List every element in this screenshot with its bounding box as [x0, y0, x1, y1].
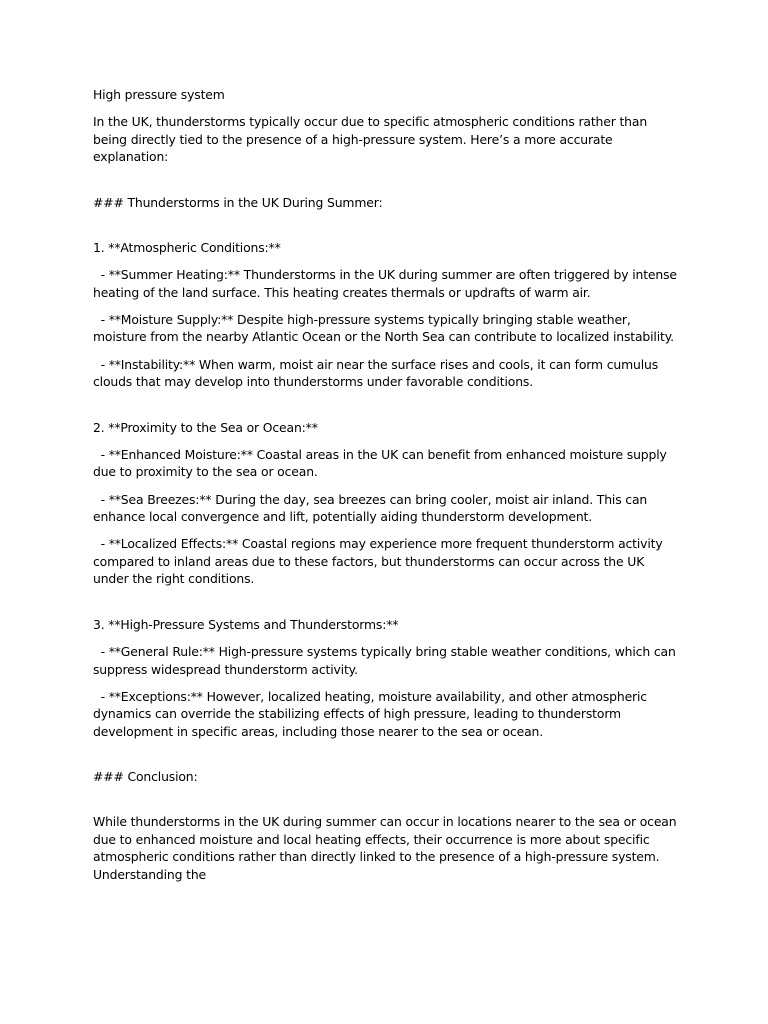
- section-3-item: - **General Rule:** High-pressure systems typically bring stable weather conditions, which can suppress widespread thunderstorm activity.: [93, 644, 680, 677]
- spacer: [93, 221, 683, 239]
- document-title: High pressure system: [93, 87, 225, 102]
- spacer: [93, 598, 683, 616]
- spacer: [93, 795, 683, 813]
- section-1-heading: 1. **Atmospheric Conditions:**: [93, 239, 281, 255]
- section-2-item: - **Sea Breezes:** During the day, sea breezes can bring cooler, moist air inland. This can enhance local convergence and lift, potentially aiding thunderstorm development.: [93, 491, 651, 525]
- document-page: [93, 86, 683, 893]
- conclusion-paragraph: While thunderstorms in the UK during summer can occur in locations nearer to the sea or ocean due to enhanced moisture and local heating effects, their occurrence is more about specific atmospheric conditions rather than directly linked to the presence of a high-pressure system. Understanding the: [93, 814, 681, 882]
- intro-paragraph: In the UK, thunderstorms typically occur due to specific atmospheric conditions rather than being directly tied to the presence of a high-pressure system. Here’s a more accurate explanation:: [93, 114, 651, 165]
- section-1-item: - **Moisture Supply:** Despite high-pressure systems typically bringing stable weather, moisture from the nearby Atlantic Ocean or the North Sea can contribute to localized instability.: [93, 311, 674, 345]
- conclusion-heading: ### Conclusion:: [93, 769, 198, 785]
- spacer: [93, 750, 683, 768]
- section-1-item: - **Instability:** When warm, moist air near the surface rises and cools, it can form cumulus clouds that may develop into thunderstorms under favorable conditions.: [93, 356, 662, 390]
- section-2-item: - **Localized Effects:** Coastal regions may experience more frequent thunderstorm activity compared to inland areas due to these factors, but thunderstorms can occur across the UK under the right conditions.: [93, 536, 667, 587]
- main-heading: ### Thunderstorms in the UK During Summer:: [93, 194, 383, 210]
- section-1-item: - **Summer Heating:** Thunderstorms in the UK during summer are often triggered by intense heating of the land surface. This heating creates thermals or updrafts of warm air.: [93, 267, 681, 300]
- spacer: [93, 401, 683, 419]
- spacer: [93, 176, 683, 194]
- section-3-heading: 3. **High-Pressure Systems and Thunderstorms:**: [93, 616, 399, 632]
- section-2-item: - **Enhanced Moisture:** Coastal areas in the UK can benefit from enhanced moisture supply due to proximity to the sea or ocean.: [93, 446, 671, 480]
- section-3-item: - **Exceptions:** However, localized heating, moisture availability, and other atmospheric dynamics can override the stabilizing effects of high pressure, leading to thunderstorm development in specific areas, including those nearer to the sea or ocean.: [93, 688, 651, 739]
- section-2-heading: 2. **Proximity to the Sea or Ocean:**: [93, 419, 318, 435]
